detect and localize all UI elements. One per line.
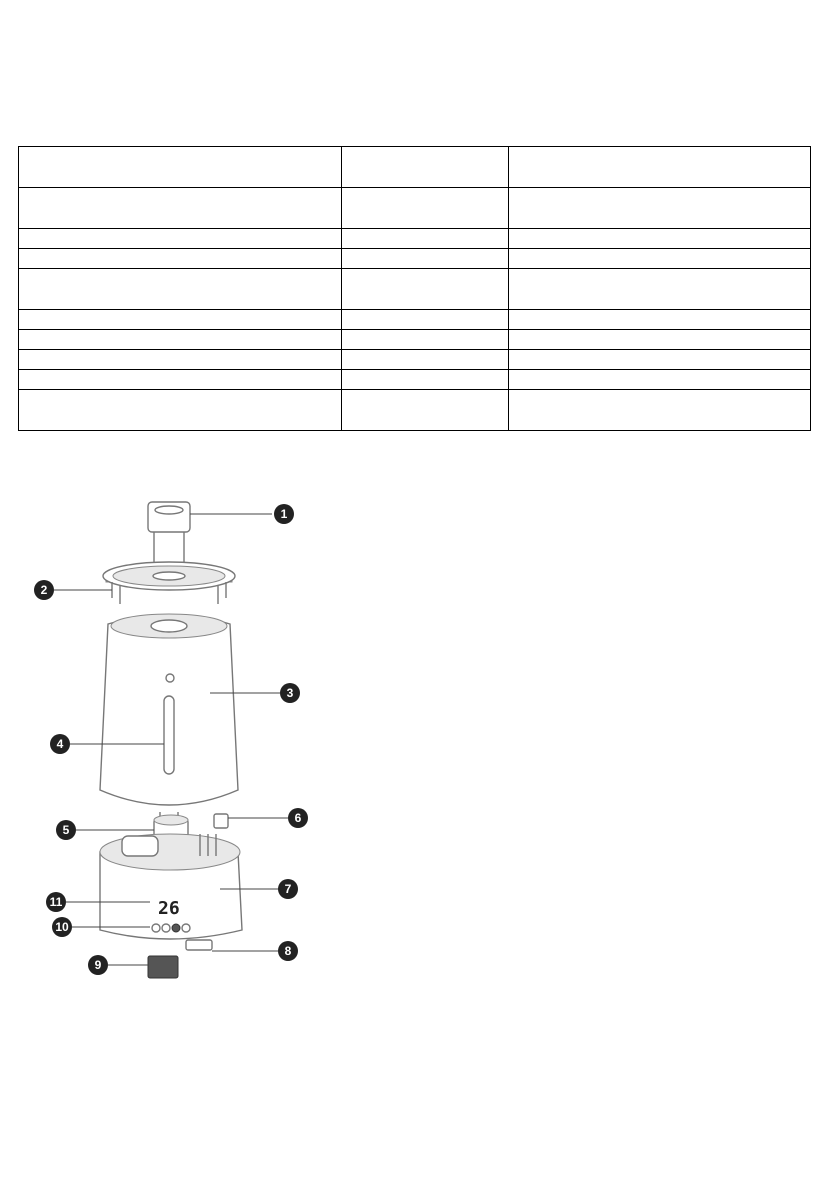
table-cell	[509, 147, 811, 188]
svg-text:7: 7	[284, 882, 292, 896]
table-cell	[19, 147, 342, 188]
table-cell	[509, 350, 811, 370]
callout-badge-5	[56, 820, 76, 840]
table-cell	[19, 350, 342, 370]
callout-badge-2	[34, 580, 54, 600]
callout-badge-11	[46, 892, 66, 912]
table-cell	[342, 370, 509, 390]
table-cell	[509, 229, 811, 249]
svg-text:2: 2	[40, 583, 48, 597]
table-cell	[509, 310, 811, 330]
callout-badge-9	[88, 955, 108, 975]
table-row	[19, 310, 811, 330]
svg-text:4: 4	[56, 737, 64, 751]
mist-nozzle-part	[148, 502, 190, 566]
drain-plug-part	[186, 940, 212, 950]
specification-table	[18, 146, 811, 431]
table-cell	[509, 249, 811, 269]
svg-text:6: 6	[294, 811, 302, 825]
table-cell	[509, 370, 811, 390]
display-reading: 26	[158, 898, 180, 919]
table-cell	[509, 188, 811, 229]
table-cell	[342, 188, 509, 229]
svg-text:9: 9	[94, 958, 102, 972]
table-row	[19, 269, 811, 310]
table-cell	[509, 330, 811, 350]
filter-cartridge-part	[148, 956, 178, 978]
water-level-window-part	[164, 696, 174, 774]
table-cell	[342, 390, 509, 431]
table-cell	[509, 390, 811, 431]
table-cell	[19, 269, 342, 310]
callout-badge-4	[50, 734, 70, 754]
table-cell	[19, 188, 342, 229]
svg-text:10: 10	[55, 920, 69, 934]
svg-text:11: 11	[49, 895, 63, 909]
callout-badge-1	[274, 504, 294, 524]
table-cell	[19, 330, 342, 350]
specification-table-body	[19, 147, 811, 431]
callout-badge-7	[278, 879, 298, 899]
humidifier-exploded-diagram	[20, 490, 320, 990]
table-cell	[342, 249, 509, 269]
callout-badge-6	[288, 808, 308, 828]
svg-text:3: 3	[286, 686, 294, 700]
table-row	[19, 147, 811, 188]
top-cover-part	[103, 562, 235, 604]
table-cell	[342, 350, 509, 370]
table-cell	[19, 390, 342, 431]
callout-badge-10	[52, 917, 72, 937]
svg-text:5: 5	[62, 823, 70, 837]
filter-block-part	[214, 814, 228, 828]
table-cell	[19, 370, 342, 390]
callout-badge-3	[280, 683, 300, 703]
table-cell	[342, 330, 509, 350]
svg-text:1: 1	[280, 507, 288, 521]
table-row	[19, 390, 811, 431]
table-cell	[342, 229, 509, 249]
table-cell	[509, 269, 811, 310]
table-cell	[19, 310, 342, 330]
svg-text:8: 8	[284, 944, 292, 958]
callout-badge-8	[278, 941, 298, 961]
base-part	[100, 834, 242, 939]
table-row	[19, 249, 811, 269]
table-cell	[342, 310, 509, 330]
table-row	[19, 229, 811, 249]
table-cell	[342, 269, 509, 310]
table-cell	[19, 229, 342, 249]
table-row	[19, 188, 811, 229]
table-row	[19, 330, 811, 350]
table-cell	[342, 147, 509, 188]
table-row	[19, 370, 811, 390]
table-row	[19, 350, 811, 370]
table-cell	[19, 249, 342, 269]
